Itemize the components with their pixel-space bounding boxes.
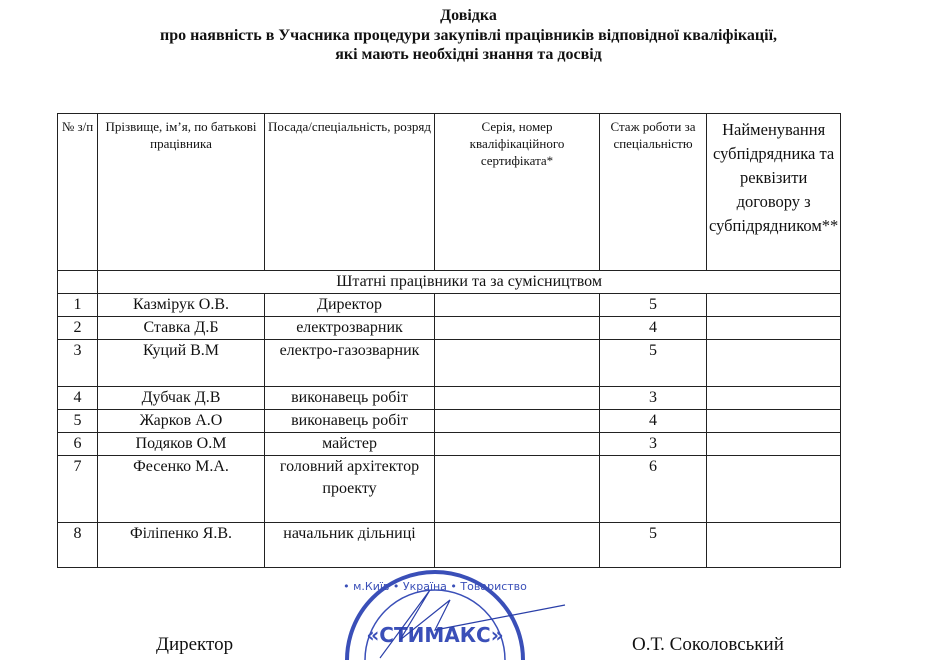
certificate (435, 294, 600, 317)
col-header-number: № з/п (58, 114, 98, 271)
employee-position: виконавець робіт (265, 410, 435, 433)
subcontractor (707, 433, 841, 456)
subcontractor (707, 387, 841, 410)
staff-table (57, 113, 841, 568)
employee-name: Дубчак Д.В (98, 387, 265, 410)
table-row (58, 433, 841, 456)
employee-name: Фесенко М.А. (98, 456, 265, 523)
certificate (435, 317, 600, 340)
table-row (58, 294, 841, 317)
subcontractor (707, 317, 841, 340)
table-row (58, 340, 841, 387)
stamp-company-name: «СТИМАКС» (366, 623, 504, 647)
col-header-name: Прізвище, ім’я, по батькові працівника (98, 114, 265, 271)
company-stamp (340, 550, 580, 660)
certificate (435, 456, 600, 523)
employee-position: електрозварник (265, 317, 435, 340)
experience-years: 5 (600, 523, 707, 568)
row-number: 6 (58, 433, 98, 456)
experience-years: 6 (600, 456, 707, 523)
section-label: Штатні працівники та за сумісництвом (98, 271, 841, 294)
table-header (58, 114, 841, 271)
subcontractor (707, 456, 841, 523)
signer-role: Директор (156, 634, 234, 655)
experience-years: 4 (600, 410, 707, 433)
table-row (58, 410, 841, 433)
employee-name: Подяков О.М (98, 433, 265, 456)
table-row (58, 317, 841, 340)
employee-name: Філіпенко Я.В. (98, 523, 265, 568)
row-number: 5 (58, 410, 98, 433)
subcontractor (707, 294, 841, 317)
row-number: 7 (58, 456, 98, 523)
signer-name: О.Т. Соколовський (632, 634, 784, 655)
certificate (435, 387, 600, 410)
employee-position: начальник дільниці (265, 523, 435, 568)
col-header-position: Посада/спеціальність, розряд (265, 114, 435, 271)
certificate (435, 410, 600, 433)
doc-title: Довідка (440, 7, 497, 24)
table-row (58, 456, 841, 523)
employee-position: виконавець робіт (265, 387, 435, 410)
row-number: 4 (58, 387, 98, 410)
subcontractor (707, 340, 841, 387)
col-header-experience: Стаж роботи за спеціальністю (600, 114, 707, 271)
table-row (58, 387, 841, 410)
employee-position: головний архітектор проекту (265, 456, 435, 523)
experience-years: 5 (600, 294, 707, 317)
employee-position: Директор (265, 294, 435, 317)
employee-name: Ставка Д.Б (98, 317, 265, 340)
row-number: 2 (58, 317, 98, 340)
subcontractor (707, 410, 841, 433)
section-row (58, 271, 841, 294)
employee-name: Куций В.М (98, 340, 265, 387)
row-number: 8 (58, 523, 98, 568)
experience-years: 5 (600, 340, 707, 387)
stamp-ring-text: • м.Київ • Україна • Товариство (343, 580, 527, 593)
employee-name: Жарков А.О (98, 410, 265, 433)
row-number: 3 (58, 340, 98, 387)
certificate (435, 433, 600, 456)
employee-position: електро-газозварник (265, 340, 435, 387)
row-number: 1 (58, 294, 98, 317)
experience-years: 3 (600, 433, 707, 456)
experience-years: 4 (600, 317, 707, 340)
col-header-subcontractor: Найменування субпідрядника та реквізити договору з субпідрядником** (707, 114, 841, 271)
employee-position: майстер (265, 433, 435, 456)
subcontractor (707, 523, 841, 568)
employee-name: Казмірук О.В. (98, 294, 265, 317)
doc-subtitle-2: які мають необхідні знання та досвід (335, 46, 602, 63)
doc-subtitle-1: про наявність в Учасника процедури закупівлі працівників відповідної кваліфікації, (159, 27, 778, 44)
certificate (435, 340, 600, 387)
col-header-certificate: Серія, номер кваліфікаційного сертифіката* (435, 114, 600, 271)
experience-years: 3 (600, 387, 707, 410)
